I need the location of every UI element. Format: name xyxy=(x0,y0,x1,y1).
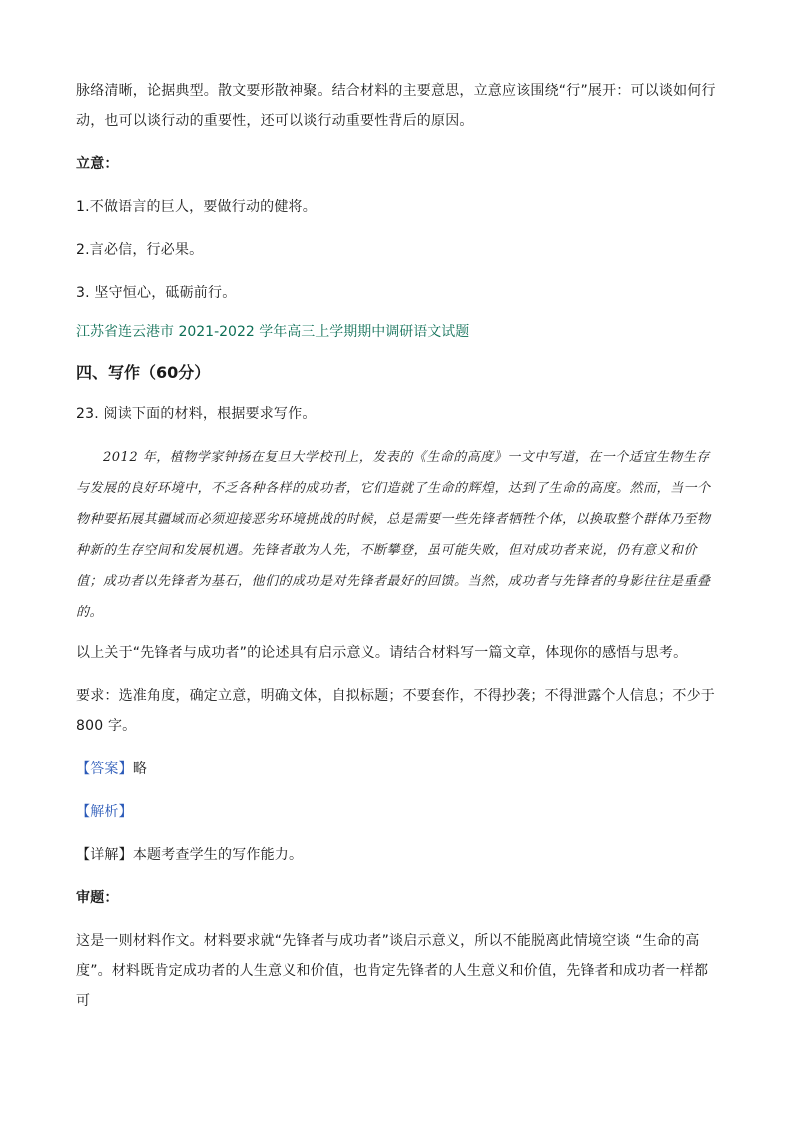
thesis-item-3: 3. 坚守恒心，砥砺前行。 xyxy=(76,285,237,301)
detail-text: 本题考查学生的写作能力。 xyxy=(132,847,304,863)
detail-line xyxy=(76,840,720,870)
requirements-text: 要求：选准角度，确定立意，明确文体，自拟标题；不要套作，不得抄袭；不得泄露个人信息；不少于 800 字。 xyxy=(76,688,715,734)
section-title: 四、写作（60分） xyxy=(76,363,211,382)
question-prompt: 23. 阅读下面的材料，根据要求写作。 xyxy=(76,406,317,422)
document-page xyxy=(76,76,720,1029)
review-text: 这是一则材料作文。材料要求就“先锋者与成功者”谈启示意义，所以不能脱离此情境空谈 “生命的高度”。材料既肯定成功者的人生意义和价值，也肯定先锋者的人生意义和价值，先锋者和成功者一样都可 xyxy=(76,933,709,1009)
thesis-item-2: 2.言必信，行必果。 xyxy=(76,242,204,258)
thesis-heading: 立意： xyxy=(76,156,119,172)
task-text: 以上关于“先锋者与成功者”的论述具有启示意义。请结合材料写一篇文章，体现你的感悟与思考。 xyxy=(76,645,688,661)
material-text: 2012 年，植物学家钟扬在复旦大学校刊上，发表的《生命的高度》一文中写道，在一个适宜生物生存与发展的良好环境中，不乏各种各样的成功者，它们造就了生命的辉煌，达到了生命的高度。然而，当一个物种要拓展其疆域而必须迎接恶劣环境挑战的时候，总是需要一些先锋者牺牲个体，以换取整个群体乃至物种新的生存空间和发展机遇。先锋者敢为人先，不断攀登，虽可能失败，但对成功者来说，仍有意义和价值；成功者以先锋者为基石，他们的成功是对先锋者最好的回馈。当然，成功者与先锋者的身影往往是重叠的。 xyxy=(76,450,711,620)
answer-line xyxy=(76,754,720,784)
answer-tag: 【答案】 xyxy=(76,761,133,777)
analysis-tag: 【解析】 xyxy=(76,804,133,820)
review-heading: 审题： xyxy=(76,890,119,906)
answer-text: 略 xyxy=(132,761,148,777)
intro-paragraph: 脉络清晰，论据典型。散文要形散神聚。结合材料的主要意思，立意应该围绕“行”展开：可以谈如何行动，也可以谈行动的重要性，还可以谈行动重要性背后的原因。 xyxy=(76,83,716,129)
source-title: 江苏省连云港市 2021-2022 学年高三上学期期中调研语文试题 xyxy=(76,324,470,340)
thesis-item-1: 1.不做语言的巨人，要做行动的健将。 xyxy=(76,199,317,215)
detail-tag: 【详解】 xyxy=(76,847,133,863)
analysis-line xyxy=(76,797,720,827)
